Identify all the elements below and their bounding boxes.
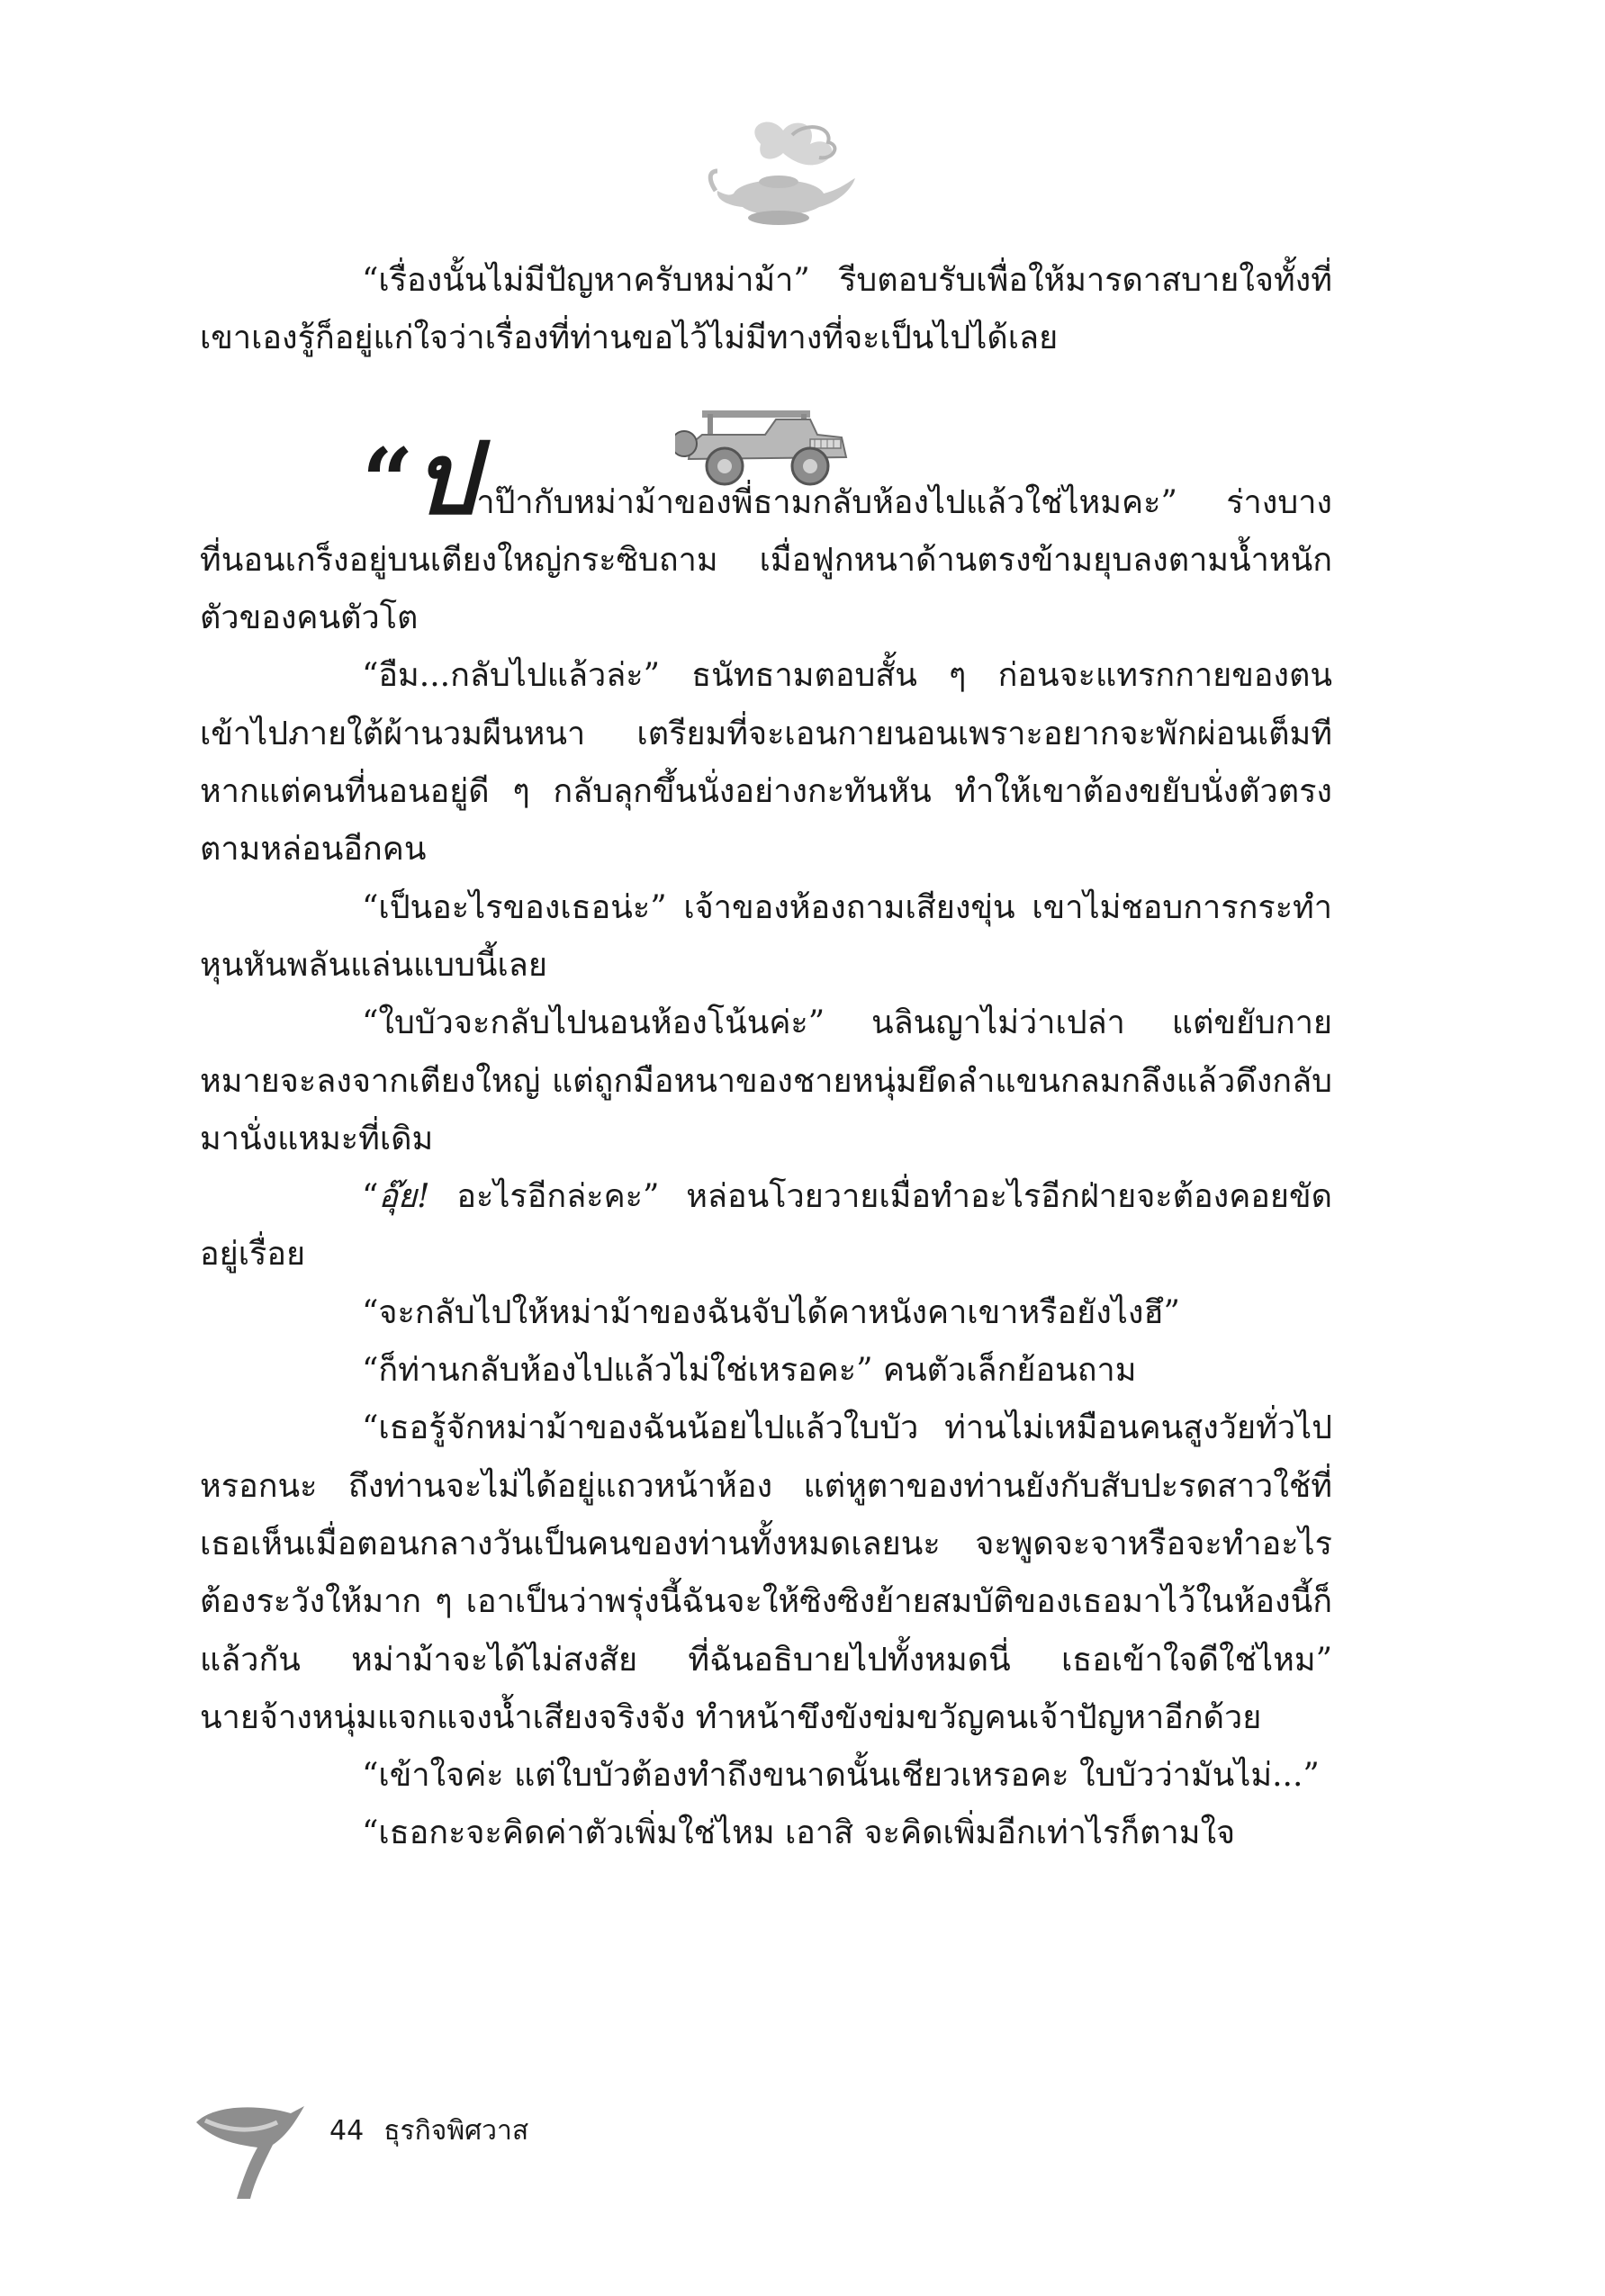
paragraph-6-open-quote: “ [362,1178,379,1216]
paragraph-6 [200,1168,1332,1284]
paragraph-2 [200,419,1332,648]
paragraph-5: “ใบบัวจะกลับไปนอนห้องโน้นค่ะ” นลินญาไม่ว่าเปล่า แต่ขยับกายหมายจะลงจากเตียงใหญ่ แต่ถูกมือหนาของชายหนุ่มยึดลำแขนกลมกลึงแล้วดึงกลับมานั่งแหมะที่เดิม [200,1004,1332,1157]
page-footer [187,2095,727,2203]
drop-cap: ป [413,419,477,536]
page-number: 44 [329,2115,365,2147]
paragraph-11: “เธอกะจะคิดค่าตัวเพิ่มใช่ไหม เอาสิ จะคิดเพิ่มอีกเท่าไรก็ตามใจ [362,1814,1236,1852]
paragraph-9: “เธอรู้จักหม่าม้าของฉันน้อยไปแล้วใบบัว ท่านไม่เหมือนคนสูงวัยทั่วไปหรอกนะ ถึงท่านจะไม่ได้อยู่แถวหน้าห้อง แต่หูตาของท่านยังกับสับปะรดสาวใช้ที่เธอเห็นเมื่อตอนกลางวันเป็นคนของท่านทั้งหมดเลยนะ จะพูดจะจาหรือจะทำอะไรต้องระวังให้มาก ๆ เอาเป็นว่าพรุ่งนี้ฉันจะให้ซิงซิงย้ายสมบัติของเธอมาไว้ในห้องนี้ก็แล้วกัน หม่าม้าจะได้ไม่สงสัย ที่ฉันอธิบายไปทั้งหมดนี่ เธอเข้าใจดีใช่ไหม” นายจ้างหนุ่มแจกแจงน้ำเสียงจริงจัง ทำหน้าขึงขังข่มขวัญคนเจ้าปัญหาอีกด้วย [200,1409,1332,1736]
slingshot-icon [187,2095,313,2203]
paragraph-3: “อืม...กลับไปแล้วล่ะ” ธนัทธามตอบสั้น ๆ ก่อนจะแทรกกายของตนเข้าไปภายใต้ผ้านวมผืนหนา เตรียมที่จะเอนกายนอนเพราะอยากจะพักผ่อนเต็มที หากแต่คนที่นอนอยู่ดี ๆ กลับลุกขึ้นนั่งอย่างกะทันหัน ทำให้เขาต้องขยับนั่งตัวตรงตามหล่อนอีกคน [200,657,1332,869]
footer-text [329,2110,548,2152]
paragraph-6-exclamation: อุ๊ย! [378,1178,430,1216]
book-title: ธุรกิจพิศวาส [383,2115,529,2147]
paragraph-1: “เรื่องนั้นไม่มีปัญหาครับหม่าม้า” รีบตอบรับเพื่อให้มารดาสบายใจทั้งที่เขาเองรู้ก็อยู่แก่ใจว่าเรื่องที่ท่านขอไว้ไม่มีทางที่จะเป็นไปได้เลย [200,262,1332,357]
paragraph-8: “ก็ท่านกลับห้องไปแล้วไม่ใช่เหรอคะ” คนตัวเล็กย้อนถาม [362,1352,1137,1390]
paragraph-6-text: อะไรอีกล่ะคะ” หล่อนโวยวายเมื่อทำอะไรอีกฝ่ายจะต้องคอยขัดอยู่เรื่อย [200,1178,1332,1274]
paragraph-4: “เป็นอะไรของเธอน่ะ” เจ้าของห้องถามเสียงขุ่น เขาไม่ชอบการกระทำหุนหันพลันแล่นแบบนี้เลย [200,888,1332,984]
drop-quote: “ [362,428,414,535]
paragraph-10: “เข้าใจค่ะ แต่ใบบัวต้องทำถึงขนาดนั้นเชียวเหรอคะ ใบบัวว่ามันไม่...” [362,1757,1320,1795]
body-text [200,252,1332,1863]
genie-lamp-icon [707,108,860,234]
jeep-icon [675,394,855,493]
paragraph-2-text: าป๊ากับหม่าม้าของพี่ธามกลับห้องไปแล้วใช่ไหมคะ” ร่างบางที่นอนเกร็งอยู่บนเตียงใหญ่กระซิบถาม เมื่อฟูกหนาด้านตรงข้ามยุบลงตามน้ำหนักตัวของคนตัวโต [200,483,1332,637]
paragraph-7: “จะกลับไปให้หม่าม้าของฉันจับได้คาหนังคาเขาหรือยังไงฮึ” [362,1293,1180,1331]
